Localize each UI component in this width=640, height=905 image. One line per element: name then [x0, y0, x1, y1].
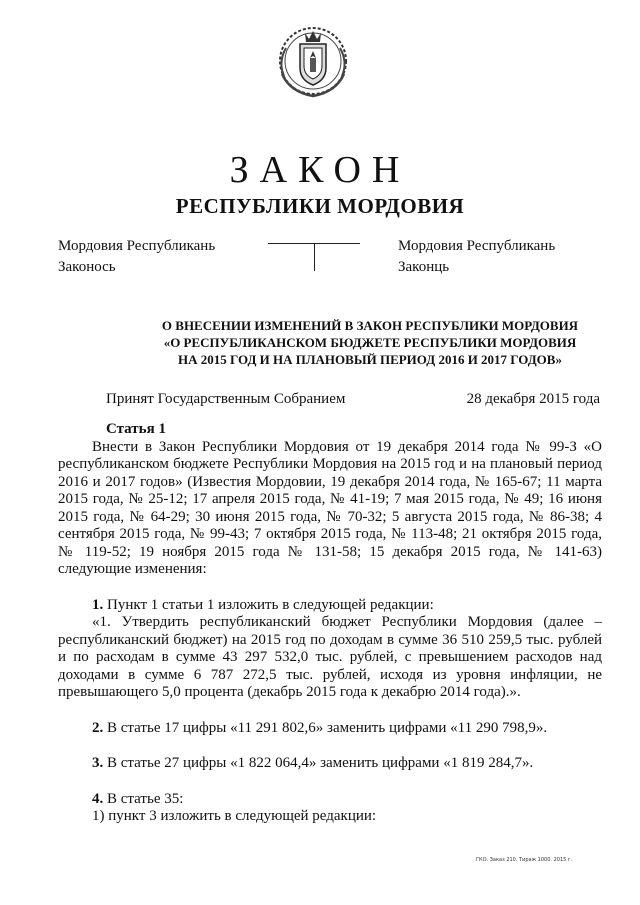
mordovian-heading-right-line2: Законць: [398, 259, 450, 275]
header-divider-vertical: [314, 243, 315, 271]
item-number: 2.: [92, 719, 104, 736]
item-quote: «1. Утвердить республиканский бюджет Республики Мордовия (далее – республиканский бюджет) на 2015 год по доходам в сумме 36 510 259,5 тыс. рублей и по расходам в сумме 43 297 532,0 тыс. рублей, с превышением расходов над доходами в сумме 6 787 272,5 тыс. рублей, исходя из уровня инфляции, не превышающего 5,0 процента (декабрь 2015 года к декабрю 2014 года).».: [58, 614, 602, 700]
item-text: Пункт 1 статьи 1 изложить в следующей редакции:: [107, 596, 434, 613]
sub-item: 1) пункт 3 изложить в следующей редакции:: [92, 808, 377, 824]
document-body: [58, 421, 602, 826]
article-heading: Статья 1: [106, 421, 166, 437]
item-number: 1.: [92, 596, 104, 613]
document-subtitle: РЕСПУБЛИКИ МОРДОВИЯ: [175, 194, 465, 218]
item-text: В статье 35:: [107, 790, 184, 807]
adopted-by: Принят Государственным Собранием: [106, 391, 346, 407]
item-text: В статье 17 цифры «11 291 802,6» заменить цифрами «11 290 798,9».: [107, 719, 548, 736]
law-name: [100, 317, 640, 368]
list-item: [58, 597, 602, 615]
item-number: 3.: [92, 755, 104, 771]
list-item: [58, 755, 602, 773]
list-item: [58, 791, 602, 809]
print-footer-note: ГКО. Заказ 210. Тираж 1000. 2015 г.: [476, 857, 573, 863]
mordovian-heading-right-line1: Мордовия Республикань: [398, 238, 556, 254]
adoption-line: [106, 391, 600, 408]
law-name-line: О ВНЕСЕНИИ ИЗМЕНЕНИЙ В ЗАКОН РЕСПУБЛИКИ МОРДОВИЯ: [161, 318, 579, 333]
mordovian-heading-right: [398, 236, 555, 278]
item-number: 4.: [92, 790, 104, 807]
item-text: В статье 27 цифры «1 822 064,4» заменить цифрами «1 819 284,7».: [107, 755, 534, 771]
coat-of-arms-emblem: [272, 18, 354, 100]
mordovian-heading-left: [58, 236, 215, 278]
adoption-date: 28 декабря 2015 года: [466, 391, 600, 407]
mordovian-heading-left-line1: Мордовия Республикань: [58, 238, 216, 254]
law-name-line: «О РЕСПУБЛИКАНСКОМ БЮДЖЕТЕ РЕСПУБЛИКИ МОРДОВИЯ: [163, 335, 577, 350]
law-name-line: НА 2015 ГОД И НА ПЛАНОВЫЙ ПЕРИОД 2016 И 2017 ГОДОВ»: [178, 352, 562, 367]
article-intro: Внести в Закон Республики Мордовия от 19 декабря 2014 года № 99-З «О республиканском бюджете Республики Мордовия на 2015 год и на плановый период 2016 и 2017 годов» (Известия Мордовии, 19 декабря 2014 года, № 165-67; 11 марта 2015 года, № 25-12; 17 апреля 2015 года, № 41-19; 7 мая 2015 года, № 49; 16 июня 2015 года, № 64-29; 30 июня 2015 года, № 70-32; 5 августа 2015 года, № 86-38; 4 сентября 2015 года, № 99-43; 7 октября 2015 года, № 113-48; 21 октября 2015 года, № 119-52; 19 ноября 2015 года № 131-58; 15 декабря 2015 года, № 141-63) следующие изменения:: [58, 438, 602, 577]
list-item: [58, 720, 602, 738]
document-title: ЗАКОН: [229, 149, 411, 191]
mordovian-heading-left-line2: Законось: [58, 259, 116, 275]
